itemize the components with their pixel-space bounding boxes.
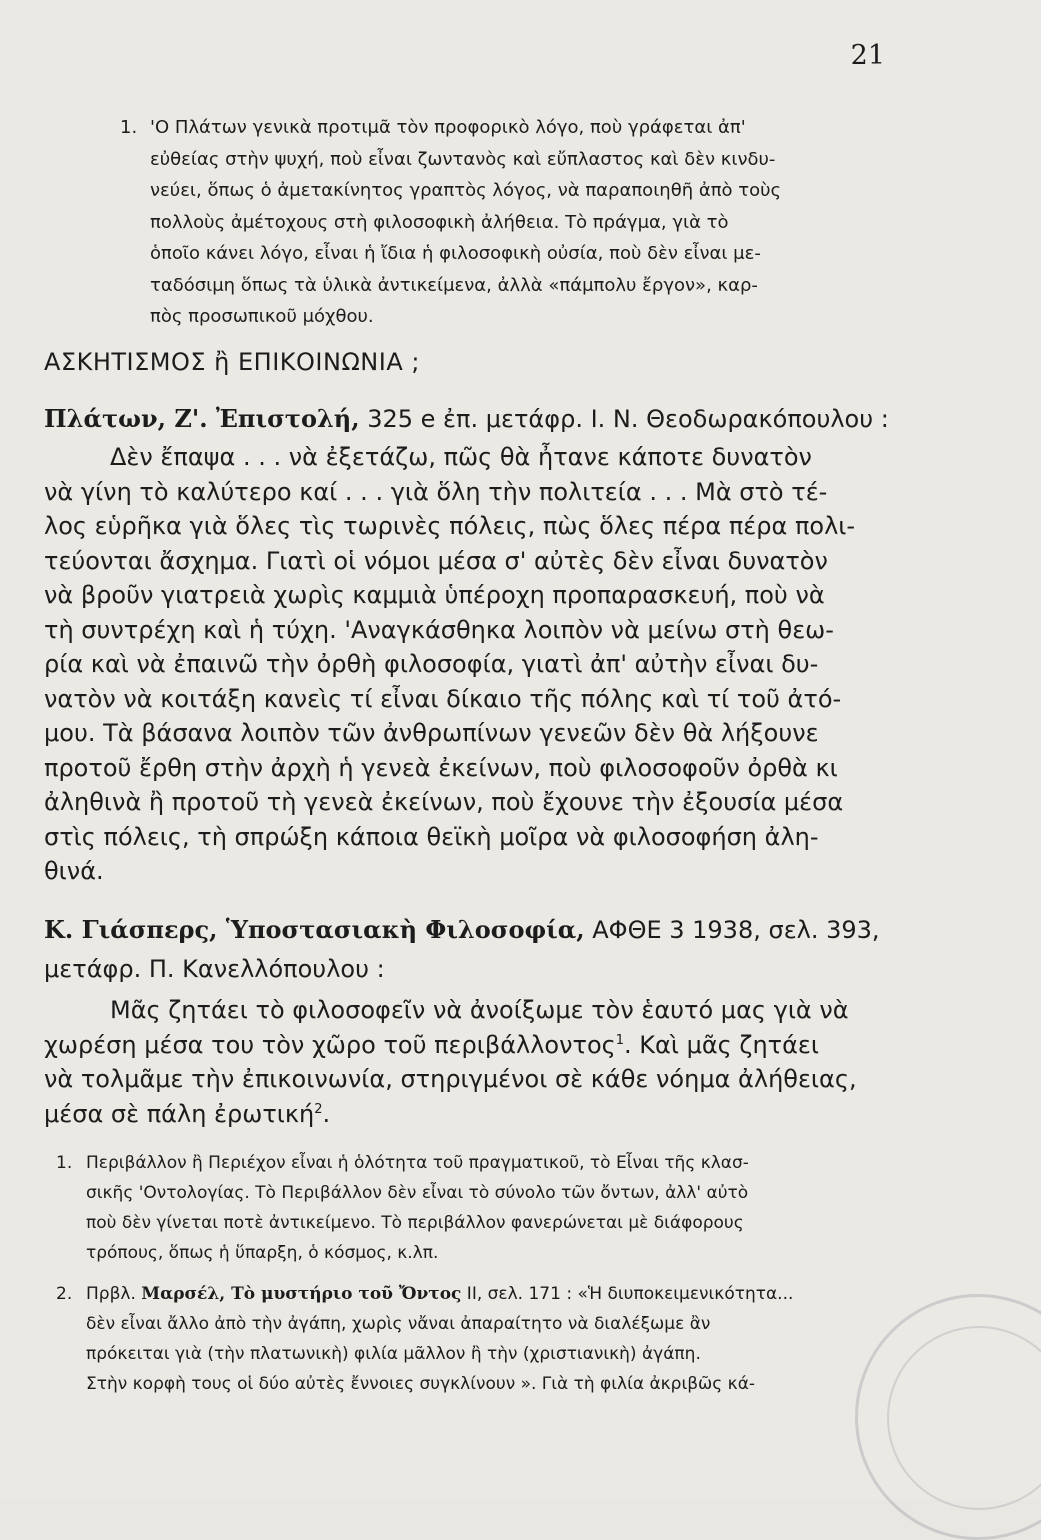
citation-author-work: Κ. Γιάσπερς, Ὑποστασιακὴ Φιλοσοφία, (44, 915, 585, 944)
passage-line: νὰ τολμᾶμε τὴν ἐπικοινωνία, στηριγμένοι σὲ κάθε νόημα ἀλήθειας, (44, 1065, 857, 1093)
citation-translator: μετάφρ. Π. Κανελλόπουλου : (44, 955, 385, 983)
footnote-1 (56, 1148, 749, 1268)
passage-line (44, 1097, 857, 1132)
footnote-text: II, σελ. 171 : «Ἡ διυποκειμενικότητα... (461, 1284, 794, 1304)
footnote-line: πρόκειται γιὰ (τὴν πλατωνικὴ) φιλία μᾶλλον ἢ τὴν (χριστιανικὴ) ἀγάπη. (86, 1344, 701, 1364)
passage-plato (44, 440, 855, 889)
footnote-line: ποὺ δὲν γίνεται ποτὲ ἀντικείμενο. Τὸ περιβάλλον φανερώνεται μὲ διάφορους (86, 1213, 744, 1233)
page-number: 21 (850, 40, 885, 71)
passage-text: μέσα σὲ πάλη ἐρωτική (44, 1099, 315, 1128)
citation-details: ΑΦΘΕ 3 1938, σελ. 393, (584, 916, 880, 944)
footnote-line: τρόπους, ὅπως ἡ ὕπαρξη, ὁ κόσμος, κ.λπ. (86, 1243, 439, 1263)
passage-line: τὴ συντρέχη καὶ ἡ τύχη. 'Αναγκάσθηκα λοιπὸν νὰ μείνω στὴ θεω- (44, 615, 834, 644)
passage-jaspers (44, 993, 857, 1131)
passage-line: προτοῦ ἔρθη στὴν ἀρχὴ ἡ γενεὰ ἐκείνων, ποὺ φιλοσοφοῦν ὀρθὰ κι (44, 753, 838, 782)
citation-plato (44, 404, 889, 433)
passage-line: Μᾶς ζητάει τὸ φιλοσοφεῖν νὰ ἀνοίξωμε τὸν ἑαυτό μας γιὰ νὰ (110, 996, 849, 1024)
note-line: νεύει, ὅπως ὁ ἀμετακίνητος γραπτὸς λόγος, νὰ παραποιηθῆ ἀπὸ τοὺς (150, 180, 782, 201)
passage-line: θινά. (44, 857, 104, 885)
passage-text: χωρέση μέσα του τὸν χῶρο τοῦ περιβάλλοντος (44, 1030, 616, 1059)
note-line: ταδόσιμη ὅπως τὰ ὑλικὰ ἀντικείμενα, ἀλλὰ «πάμπολυ ἔργον», καρ- (150, 274, 758, 296)
footnote-line: σικῆς 'Οντολογίας. Τὸ Περιβάλλον δὲν εἶναι τὸ σύνολο τῶν ὄντων, ἀλλ' αὐτὸ (86, 1183, 749, 1203)
footnote-line: Στὴν κορφὴ τους οἱ δύο αὐτὲς ἔννοιες συγκλίνουν ». Γιὰ τὴ φιλία ἀκριβῶς κά- (86, 1374, 756, 1394)
section-heading: ΑΣΚΗΤΙΣΜΟΣ ἢ ΕΠΙΚΟΙΝΩΝΙΑ ; (44, 348, 420, 376)
passage-text: . (322, 1099, 331, 1128)
footnote-work-title: Μαρσέλ, Τὸ μυστήριο τοῦ Ὄντος (141, 1284, 462, 1304)
footnote-line: δὲν εἶναι ἄλλο ἀπὸ τὴν ἀγάπη, χωρὶς νἄναι ἀπαραίτητο νὰ διαλέξωμε ἂν (86, 1314, 711, 1334)
passage-line: στὶς πόλεις, τὴ σπρώξη κάποια θεϊκὴ μοῖρα νὰ φιλοσοφήση ἀλη- (44, 822, 819, 851)
note-number: 1. (120, 117, 138, 138)
passage-line: μου. Τὰ βάσανα λοιπὸν τῶν ἀνθρωπίνων γενεῶν δὲν θὰ λήξουνε (44, 719, 819, 747)
footnote-line (86, 1279, 793, 1309)
note-line: εὐθείας στὴν ψυχή, ποὺ εἶναι ζωντανὸς καὶ εὔπλαστος καὶ δὲν κινδυ- (150, 148, 776, 170)
note-line: πολλοὺς ἀμέτοχους στὴ φιλοσοφικὴ ἀλήθεια. Τὸ πράγμα, γιὰ τὸ (150, 211, 729, 233)
citation-jaspers (44, 915, 880, 944)
passage-line: λος εὑρῆκα γιὰ ὅλες τὶς τωρινὲς πόλεις, πὼς ὅλες πέρα πέρα πολι- (44, 512, 856, 540)
passage-text: . Καὶ μᾶς ζητάει (624, 1030, 820, 1059)
footnote-ref-1[interactable]: 1 (615, 1032, 625, 1048)
passage-line: ρία καὶ νὰ ἐπαινῶ τὴν ὀρθὴ φιλοσοφία, γιατὶ ἀπ' αὐτὴν εἶναι δυ- (44, 650, 819, 678)
note-line: πὸς προσωπικοῦ μόχθου. (150, 306, 374, 327)
passage-line (44, 1028, 857, 1063)
passage-line: νὰ βροῦν γιατρειὰ χωρὶς καμμιὰ ὑπέροχη προπαρασκευή, ποὺ νὰ (44, 581, 825, 609)
passage-line: Δὲν ἔπαψα . . . νὰ ἐξετάζω, πῶς θὰ ἦτανε κάποτε δυνατὸν (110, 443, 812, 471)
note-line: 'Ο Πλάτων γενικὰ προτιμᾶ τὸν προφορικὸ λόγο, ποὺ γράφεται ἀπ' (150, 117, 746, 138)
footnote-prefix: Πρβλ. (86, 1284, 142, 1304)
citation-details: 325 e ἐπ. μετάφρ. Ι. Ν. Θεοδωρακόπουλου : (359, 405, 889, 433)
note-1 (120, 112, 782, 333)
footnote-line: Περιβάλλον ἢ Περιέχον εἶναι ἡ ὁλότητα τοῦ πραγματικοῦ, τὸ Εἶναι τῆς κλασ- (86, 1153, 749, 1173)
passage-line: νατὸν νὰ κοιτάξη κανεὶς τί εἶναι δίκαιο τῆς πόλης καὶ τί τοῦ ἀτό- (44, 684, 842, 713)
footnote-number: 1. (56, 1153, 73, 1173)
note-line: ὁποῖο κάνει λόγο, εἶναι ἡ ἴδια ἡ φιλοσοφικὴ οὐσία, ποὺ δὲν εἶναι με- (150, 243, 761, 264)
passage-line: τεύονται ἄσχημα. Γιατὶ οἱ νόμοι μέσα σ' αὐτὲς δὲν εἶναι δυνατὸν (44, 546, 828, 575)
footnote-number: 2. (56, 1284, 73, 1304)
citation-author-work: Πλάτων, Ζ'. Ἐπιστολή, (44, 404, 360, 433)
passage-line: νὰ γίνη τὸ καλύτερο καί . . . γιὰ ὅλη τὴν πολιτεία . . . Μὰ στὸ τέ- (44, 477, 828, 506)
footnote-ref-2[interactable]: 2 (314, 1101, 323, 1117)
passage-line: ἀληθινὰ ἢ προτοῦ τὴ γενεὰ ἐκείνων, ποὺ ἔχουνε τὴν ἐξουσία μέσα (44, 788, 844, 816)
footnote-2 (56, 1279, 794, 1399)
